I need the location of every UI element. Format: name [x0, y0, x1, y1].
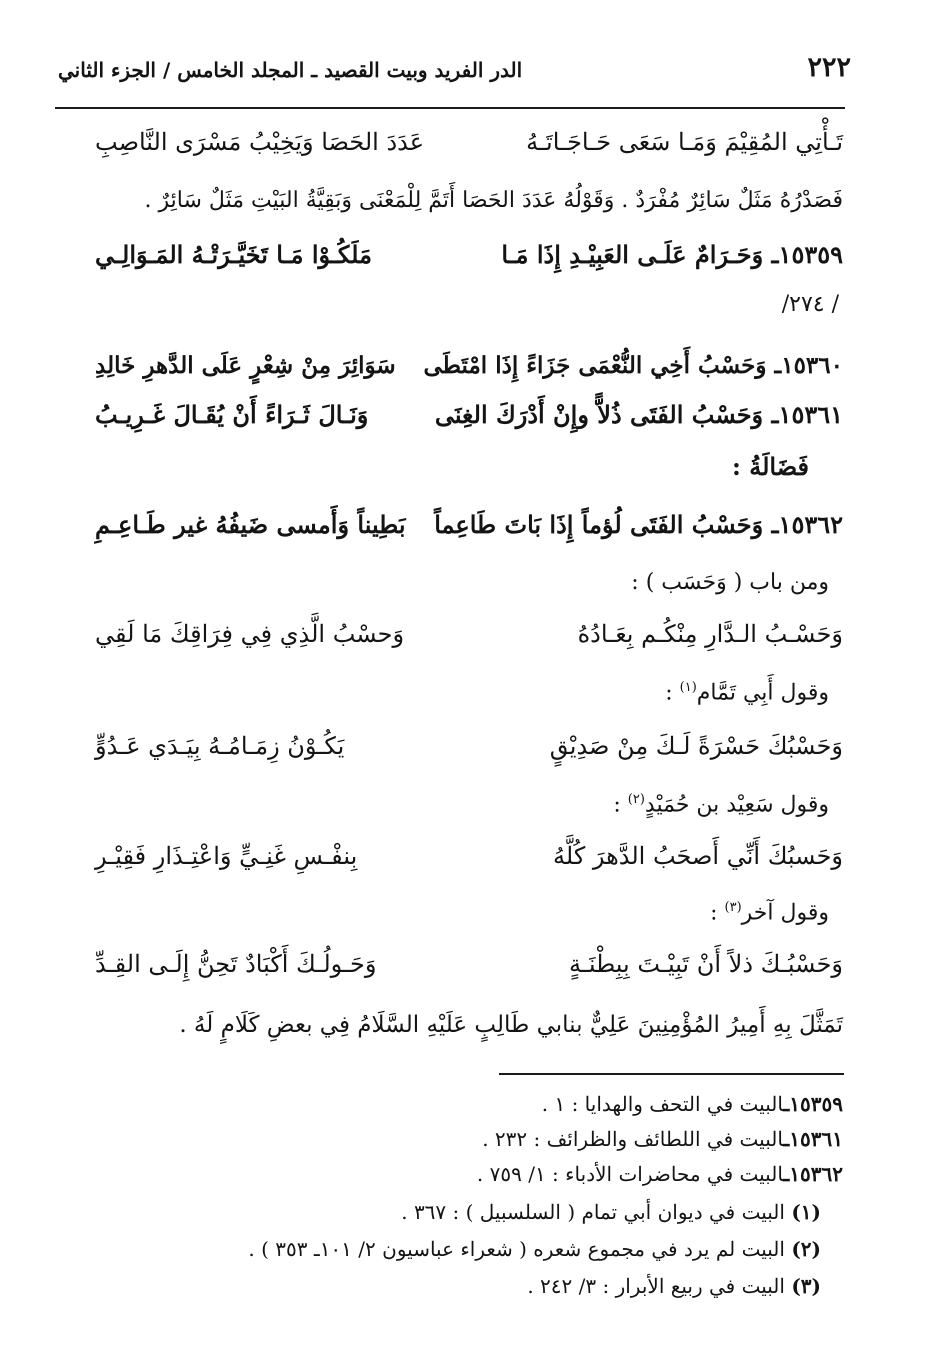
verse-first-hemistich: ١٥٣٦٠ـ وَحَسْبُ أَخِي النُّعْمَى جَزَاءً إِذَا امْتَطَى: [423, 352, 843, 379]
footnote-rule: [499, 1073, 844, 1075]
footnote-label: (٣): [791, 1274, 821, 1298]
verse-row: [95, 620, 843, 668]
intro-line: [665, 680, 829, 705]
verse-first-hemistich: وَحَسبُكَ أَنِّي أَصحَبُ الدَّهرَ كُلَّهُ: [553, 842, 843, 870]
footnote-text: البيت في اللطائف والظرائف : ٢٣٢ .: [482, 1127, 784, 1151]
footnote: [401, 1200, 821, 1224]
verse-row: [95, 950, 843, 998]
intro-text: وقول أَبِي تَمَّام: [696, 680, 829, 706]
verse-second-hemistich: بِنفْـسِ غَنِـيٍّ وَاعْتِـذَارِ فَقِيْـرِ: [95, 842, 358, 870]
verse-second-hemistich: سَوَائِرَ مِنْ شِعْرٍ عَلَى الدَّهرِ خَالِدِ: [95, 352, 396, 379]
verse-second-hemistich: وَنَـالَ ثَـرَاءً أَنْ يُقَـالَ غَـرِيـبُ: [95, 400, 369, 429]
footnote: [482, 1127, 843, 1151]
verse-first-hemistich: وَحَسْبُـكَ ذلاً أَنْ تَبِيْـتَ بِبِطْنَـةٍ: [568, 950, 843, 978]
footnote-marker: (٢): [627, 792, 645, 807]
footnote-text: البيت في ربيع الأبرار : ٣/ ٢٤٢ .: [527, 1274, 785, 1298]
verse-second-hemistich: وَحَـولُـكَ أَكْبَادٌ تَحِنُّ إِلَـى القِـدِّ: [95, 950, 377, 978]
verse-first-hemistich: ١٥٣٥٩ـ وَحَـرَامٌ عَلَـى العَبِيْـدِ إِذَا مَـا: [501, 240, 843, 269]
verse-first-hemistich: ١٥٣٦١ـ وَحَسْبُ الفَتَى ذُلاًّ وإِنْ أَدْرَكَ الغِنَى: [434, 400, 843, 429]
verse-second-hemistich: بَطِيناً وَأَمسى ضَيفُهُ غير طَـاعِـمِ: [95, 510, 406, 539]
intro-line: [613, 792, 829, 817]
footnote-label: ١٥٣٦١ـ: [783, 1127, 843, 1151]
verse-second-hemistich: عَدَدَ الحَصَا وَيَخِيْبُ مَسْرَى النَّاصِبِ: [95, 128, 425, 156]
verse-row: [95, 400, 843, 448]
commentary-line: فَصَدْرُهُ مَثَلٌ سَائِرٌ مُفْرَدٌ . وَقَوْلُهُ عَدَدَ الحَصَا أَتَمَّ لِلْمَعْنَى وَبَقِيَّةُ البَيْتِ مَثَلٌ سَائِرٌ .: [144, 188, 843, 213]
footnote-label: ١٥٣٦٢ـ: [783, 1162, 843, 1186]
footnote: [542, 1092, 843, 1116]
footnote: [477, 1162, 843, 1186]
verse-row: [95, 842, 843, 890]
verse-row: [95, 240, 843, 288]
footnote: [248, 1237, 821, 1261]
verse-row: [95, 510, 843, 558]
intro-colon: :: [613, 792, 628, 818]
footnote-label: (٢): [791, 1237, 821, 1261]
footnote-text: البيت لم يرد في مجموع شعره ( شعراء عباسيون ٢/ ١٠١ـ ٣٥٣ ) .: [248, 1237, 785, 1261]
footnote-text: البيت في التحف والهدايا : ١ .: [541, 1092, 784, 1116]
intro-colon: :: [710, 900, 725, 926]
verse-first-hemistich: ١٥٣٦٢ـ وَحَسْبُ الفَتَى لُؤماً إِذَا بَاتَ طَاعِماً: [434, 510, 843, 539]
footnote-label: ١٥٣٥٩ـ: [783, 1092, 843, 1116]
footnote-marker: (١): [679, 680, 697, 695]
intro-colon: :: [665, 680, 680, 706]
verse-second-hemistich: يَكُـوْنُ زِمَـامُـهُ بِيَـدَي عَـدُوٍّ: [95, 732, 345, 760]
running-title: الدر الفريد وبيت القصيد ـ المجلد الخامس / الجزء الثاني: [58, 58, 523, 82]
closing-line: تَمَثَّلَ بِهِ أَمِيرُ المُؤْمِنِينَ عَلِيٌّ بنابي طَالِبٍ عَلَيْهِ السَّلَامُ فِي بعضِ كَلَامٍ لَهُ .: [179, 1012, 843, 1038]
verse-row: [95, 352, 843, 400]
intro-text: وقول سَعِيْد بن حُمَيْدٍ: [644, 792, 829, 818]
page-number: ٢٢٢: [807, 52, 851, 83]
verse-reference: / ٢٧٤/: [781, 292, 839, 317]
header-rule: [55, 107, 845, 109]
footnote-label: (١): [791, 1200, 821, 1224]
verse-row: [95, 128, 843, 176]
footnote: [527, 1274, 821, 1298]
verse-row: [95, 732, 843, 780]
intro-line: ومن باب ( وَحَسَب ) :: [631, 570, 829, 595]
verse-second-hemistich: مَلَكُـوْا مَـا تَخَيَّـرَتْـهُ المَـوَالِـي: [95, 240, 372, 269]
verse-second-hemistich: وَحسْبُ الَّذِي فِي فِرَاقِكَ مَا لَقِي: [95, 620, 405, 648]
verse-first-hemistich: وَحَسْـبُ الـدَّارِ مِنْكُـم بِعَـادُهُ: [577, 620, 843, 648]
footnote-text: البيت في ديوان أبي تمام ( السلسبيل ) : ٣٦٧ .: [401, 1200, 785, 1224]
footnote-marker: (٣): [724, 900, 742, 915]
intro-line: [710, 900, 829, 925]
verse-attribution: فَضَالَةُ :: [732, 452, 809, 481]
verse-first-hemistich: تَـأْتِي المُقِيْمَ وَمَـا سَعَى حَـاجَـاتَـهُ: [526, 128, 843, 156]
verse-first-hemistich: وَحَسْبُكَ حَسْرَةً لَـكَ مِنْ صَدِيْقٍ: [549, 732, 843, 760]
footnote-text: البيت في محاضرات الأدباء : ١/ ٧٥٩ .: [476, 1162, 784, 1186]
intro-text: وقول آخر: [741, 900, 829, 926]
